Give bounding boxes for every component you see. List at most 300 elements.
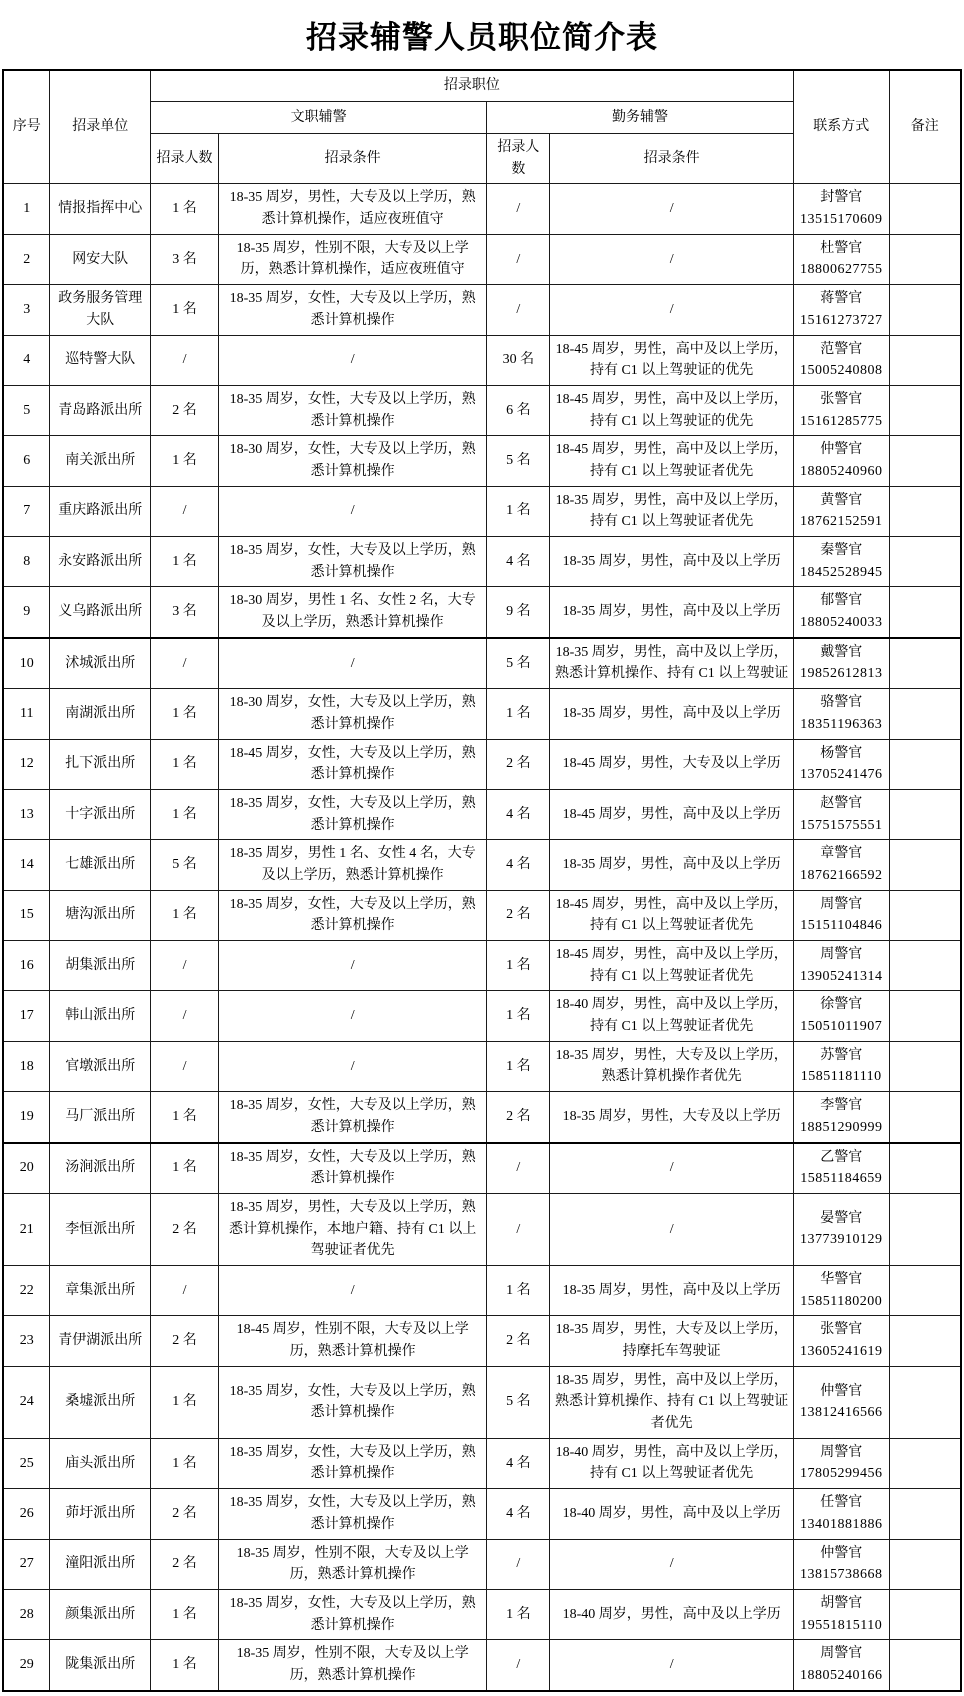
cell-duty-count: 1 名 <box>487 1041 550 1091</box>
contact-name: 胡警官 <box>820 1595 863 1611</box>
contact-phone: 18452528945 <box>799 564 883 580</box>
contact-phone: 18351196363 <box>800 716 883 732</box>
contact-phone: 13705241476 <box>799 767 883 783</box>
cell-contact <box>793 638 889 689</box>
contact-name: 张警官 <box>820 391 863 407</box>
cell-contact <box>793 486 889 536</box>
contact-phone: 15051011907 <box>800 1019 883 1035</box>
cell-duty-count: 1 名 <box>487 486 550 536</box>
table-row <box>3 1539 961 1589</box>
cell-duty-condition: / <box>550 1640 793 1691</box>
contact-name: 范警官 <box>820 341 863 357</box>
cell-unit: 扎下派出所 <box>50 739 151 789</box>
cell-remark <box>889 890 961 940</box>
contact-phone: 15161273727 <box>799 312 883 328</box>
cell-duty-count: 6 名 <box>487 385 550 435</box>
cell-row-number: 5 <box>3 385 50 435</box>
cell-unit: 塘沟派出所 <box>50 890 151 940</box>
cell-civilian-count: / <box>151 1265 219 1315</box>
cell-duty-condition: 18-45 周岁，男性，高中及以上学历，持有 C1 以上驾驶证的优先 <box>550 385 793 435</box>
table-row <box>3 335 961 385</box>
cell-civilian-condition: 18-35 周岁，性别不限，大专及以上学历，熟悉计算机操作 <box>219 1640 487 1691</box>
cell-duty-condition: 18-35 周岁，男性，大专及以上学历，持摩托车驾驶证 <box>550 1316 793 1366</box>
cell-remark <box>889 1193 961 1265</box>
cell-civilian-count: / <box>151 1041 219 1091</box>
contact-name: 蒋警官 <box>820 291 863 307</box>
cell-unit: 网安大队 <box>50 234 151 284</box>
table-row <box>3 890 961 940</box>
cell-row-number: 24 <box>3 1366 50 1438</box>
cell-civilian-count: 2 名 <box>151 1316 219 1366</box>
cell-civilian-count: / <box>151 638 219 689</box>
cell-duty-condition: 18-35 周岁，男性，高中及以上学历，持有 C1 以上驾驶证者优先 <box>550 486 793 536</box>
contact-phone: 15851181110 <box>800 1069 882 1085</box>
cell-duty-condition: 18-40 周岁，男性，高中及以上学历，持有 C1 以上驾驶证者优先 <box>550 991 793 1041</box>
cell-duty-count: / <box>487 285 550 335</box>
cell-civilian-condition: / <box>219 335 487 385</box>
cell-contact <box>793 1539 889 1589</box>
cell-unit: 义乌路派出所 <box>50 587 151 638</box>
cell-civilian-condition: 18-35 周岁，女性，大专及以上学历，熟悉计算机操作 <box>219 537 487 587</box>
contact-phone: 18762152591 <box>799 514 883 530</box>
cell-unit: 南关派出所 <box>50 436 151 486</box>
cell-remark <box>889 840 961 890</box>
table-row <box>3 1265 961 1315</box>
cell-duty-count: 1 名 <box>487 1589 550 1639</box>
table-row <box>3 739 961 789</box>
cell-contact <box>793 890 889 940</box>
cell-row-number: 11 <box>3 689 50 739</box>
cell-duty-count: 2 名 <box>487 1092 550 1143</box>
cell-row-number: 14 <box>3 840 50 890</box>
contact-phone: 13515170609 <box>799 212 883 228</box>
cell-civilian-condition: 18-35 周岁，女性，大专及以上学历，熟悉计算机操作 <box>219 1589 487 1639</box>
cell-civilian-condition: 18-35 周岁，女性，大专及以上学历，熟悉计算机操作 <box>219 1092 487 1143</box>
cell-unit: 政务服务管理大队 <box>50 285 151 335</box>
cell-row-number: 18 <box>3 1041 50 1091</box>
cell-civilian-condition: 18-35 周岁，男性，大专及以上学历，熟悉计算机操作，适应夜班值守 <box>219 184 487 234</box>
cell-row-number: 13 <box>3 789 50 839</box>
cell-civilian-condition: / <box>219 941 487 991</box>
cell-civilian-condition: 18-35 周岁，性别不限，大专及以上学历，熟悉计算机操作 <box>219 1539 487 1589</box>
cell-remark <box>889 537 961 587</box>
contact-phone: 18805240166 <box>799 1667 883 1683</box>
table-body <box>3 184 961 1691</box>
cell-duty-count: 5 名 <box>487 436 550 486</box>
cell-duty-condition: 18-35 周岁，男性，高中及以上学历 <box>550 537 793 587</box>
contact-name: 周警官 <box>820 1646 863 1662</box>
cell-unit: 南湖派出所 <box>50 689 151 739</box>
cell-row-number: 28 <box>3 1589 50 1639</box>
cell-duty-count: 4 名 <box>487 1489 550 1539</box>
cell-unit: 李恒派出所 <box>50 1193 151 1265</box>
contact-name: 赵警官 <box>820 795 863 811</box>
cell-contact <box>793 234 889 284</box>
contact-name: 郁警官 <box>820 593 863 609</box>
header-civilian: 文职辅警 <box>151 102 487 134</box>
cell-row-number: 19 <box>3 1092 50 1143</box>
contact-phone: 18800627755 <box>799 262 883 278</box>
cell-civilian-condition: 18-35 周岁，性别不限，大专及以上学历，熟悉计算机操作，适应夜班值守 <box>219 234 487 284</box>
cell-remark <box>889 1438 961 1488</box>
table-row <box>3 638 961 689</box>
cell-contact <box>793 436 889 486</box>
cell-civilian-condition: 18-35 周岁，女性，大专及以上学历，熟悉计算机操作 <box>219 1143 487 1194</box>
cell-unit: 十字派出所 <box>50 789 151 839</box>
table-row <box>3 486 961 536</box>
contact-name: 任警官 <box>820 1495 863 1511</box>
cell-remark <box>889 1316 961 1366</box>
cell-duty-condition: 18-45 周岁，男性，大专及以上学历 <box>550 739 793 789</box>
cell-unit: 章集派出所 <box>50 1265 151 1315</box>
contact-phone: 15161285775 <box>799 413 883 429</box>
table-row <box>3 385 961 435</box>
cell-civilian-condition: 18-35 周岁，女性，大专及以上学历，熟悉计算机操作 <box>219 285 487 335</box>
cell-remark <box>889 638 961 689</box>
contact-phone: 18762166592 <box>799 867 883 883</box>
contact-phone: 15005240808 <box>799 363 883 379</box>
header-duty-condition: 招录条件 <box>550 134 793 184</box>
cell-duty-condition: / <box>550 1143 793 1194</box>
cell-civilian-count: 1 名 <box>151 789 219 839</box>
cell-unit: 官墩派出所 <box>50 1041 151 1091</box>
cell-duty-condition: / <box>550 1193 793 1265</box>
contact-name: 章警官 <box>820 846 863 862</box>
cell-civilian-condition: 18-35 周岁，男性 1 名、女性 4 名，大专及以上学历，熟悉计算机操作 <box>219 840 487 890</box>
cell-civilian-count: 3 名 <box>151 587 219 638</box>
header-contact: 联系方式 <box>793 70 889 184</box>
header-unit: 招录单位 <box>50 70 151 184</box>
cell-duty-count: 5 名 <box>487 1366 550 1438</box>
cell-duty-count: 1 名 <box>487 991 550 1041</box>
cell-row-number: 7 <box>3 486 50 536</box>
cell-remark <box>889 1589 961 1639</box>
cell-contact <box>793 840 889 890</box>
header-duty-count: 招录人数 <box>487 134 550 184</box>
cell-row-number: 12 <box>3 739 50 789</box>
contact-phone: 18805240033 <box>799 615 883 631</box>
cell-duty-count: 5 名 <box>487 638 550 689</box>
cell-contact <box>793 1041 889 1091</box>
cell-row-number: 10 <box>3 638 50 689</box>
cell-remark <box>889 285 961 335</box>
table-row <box>3 1316 961 1366</box>
cell-contact <box>793 1640 889 1691</box>
cell-civilian-count: 5 名 <box>151 840 219 890</box>
cell-remark <box>889 739 961 789</box>
contact-name: 仲警官 <box>820 442 863 458</box>
cell-civilian-count: 1 名 <box>151 1092 219 1143</box>
contact-name: 骆警官 <box>820 695 863 711</box>
cell-row-number: 9 <box>3 587 50 638</box>
cell-contact <box>793 1366 889 1438</box>
contact-name: 仲警官 <box>820 1545 863 1561</box>
cell-civilian-count: 1 名 <box>151 1143 219 1194</box>
table-row <box>3 689 961 739</box>
cell-civilian-count: 2 名 <box>151 385 219 435</box>
table-row <box>3 840 961 890</box>
cell-duty-condition: 18-35 周岁，男性，大专及以上学历，熟悉计算机操作者优先 <box>550 1041 793 1091</box>
recruitment-table <box>2 69 962 1692</box>
cell-duty-condition: / <box>550 285 793 335</box>
cell-remark <box>889 234 961 284</box>
cell-unit: 马厂派出所 <box>50 1092 151 1143</box>
cell-contact <box>793 1193 889 1265</box>
cell-row-number: 3 <box>3 285 50 335</box>
cell-civilian-count: 1 名 <box>151 890 219 940</box>
cell-row-number: 22 <box>3 1265 50 1315</box>
table-row <box>3 1489 961 1539</box>
cell-row-number: 25 <box>3 1438 50 1488</box>
cell-duty-condition: 18-35 周岁，男性，高中及以上学历 <box>550 689 793 739</box>
cell-duty-condition: 18-35 周岁，男性，高中及以上学历 <box>550 587 793 638</box>
cell-row-number: 17 <box>3 991 50 1041</box>
cell-unit: 胡集派出所 <box>50 941 151 991</box>
header-civilian-condition: 招录条件 <box>219 134 487 184</box>
cell-duty-condition: 18-40 周岁，男性，高中及以上学历，持有 C1 以上驾驶证者优先 <box>550 1438 793 1488</box>
contact-name: 戴警官 <box>820 644 863 660</box>
cell-duty-condition: 18-35 周岁，男性，高中及以上学历，熟悉计算机操作、持有 C1 以上驾驶证者优先 <box>550 1366 793 1438</box>
cell-civilian-count: 1 名 <box>151 1589 219 1639</box>
cell-civilian-count: 1 名 <box>151 1640 219 1691</box>
cell-duty-condition: 18-45 周岁，男性，高中及以上学历，持有 C1 以上驾驶证者优先 <box>550 941 793 991</box>
cell-civilian-count: / <box>151 991 219 1041</box>
cell-duty-condition: / <box>550 234 793 284</box>
cell-contact <box>793 739 889 789</box>
table-row <box>3 587 961 638</box>
cell-contact <box>793 1316 889 1366</box>
contact-phone: 19551815110 <box>800 1617 883 1633</box>
contact-phone: 19852612813 <box>799 666 883 682</box>
contact-name: 杨警官 <box>820 745 863 761</box>
cell-duty-condition: / <box>550 1539 793 1589</box>
header-positions: 招录职位 <box>151 70 794 102</box>
cell-contact <box>793 1438 889 1488</box>
cell-row-number: 23 <box>3 1316 50 1366</box>
cell-civilian-count: 3 名 <box>151 234 219 284</box>
cell-remark <box>889 1265 961 1315</box>
cell-unit: 庙头派出所 <box>50 1438 151 1488</box>
cell-contact <box>793 1265 889 1315</box>
cell-civilian-condition: 18-35 周岁，女性，大专及以上学历，熟悉计算机操作 <box>219 890 487 940</box>
contact-name: 徐警官 <box>820 997 863 1013</box>
header-duty: 勤务辅警 <box>487 102 794 134</box>
table-row <box>3 1193 961 1265</box>
cell-civilian-condition: 18-45 周岁，女性，大专及以上学历，熟悉计算机操作 <box>219 739 487 789</box>
cell-remark <box>889 1489 961 1539</box>
cell-duty-condition: 18-40 周岁，男性，高中及以上学历 <box>550 1489 793 1539</box>
cell-duty-condition: 18-35 周岁，男性，高中及以上学历 <box>550 1265 793 1315</box>
header-no: 序号 <box>3 70 50 184</box>
cell-remark <box>889 184 961 234</box>
cell-civilian-count: / <box>151 941 219 991</box>
cell-civilian-count: 2 名 <box>151 1489 219 1539</box>
contact-phone: 18805240960 <box>799 463 883 479</box>
cell-contact <box>793 537 889 587</box>
cell-remark <box>889 1366 961 1438</box>
contact-name: 周警官 <box>820 896 863 912</box>
contact-name: 杜警官 <box>820 240 863 256</box>
contact-name: 黄警官 <box>820 492 863 508</box>
cell-civilian-count: 1 名 <box>151 436 219 486</box>
cell-remark <box>889 1640 961 1691</box>
cell-duty-count: / <box>487 234 550 284</box>
table-row <box>3 436 961 486</box>
cell-row-number: 21 <box>3 1193 50 1265</box>
contact-phone: 15151104846 <box>800 918 883 934</box>
cell-duty-count: 1 名 <box>487 1265 550 1315</box>
contact-name: 封警官 <box>820 190 863 206</box>
cell-duty-count: / <box>487 1539 550 1589</box>
contact-phone: 15851180200 <box>800 1293 883 1309</box>
cell-civilian-condition: 18-45 周岁，性别不限，大专及以上学历，熟悉计算机操作 <box>219 1316 487 1366</box>
contact-name: 乙警官 <box>820 1149 863 1165</box>
table-row <box>3 285 961 335</box>
cell-civilian-condition: 18-30 周岁，女性，大专及以上学历，熟悉计算机操作 <box>219 689 487 739</box>
contact-name: 苏警官 <box>820 1047 863 1063</box>
cell-duty-condition: 18-45 周岁，男性，高中及以上学历，持有 C1 以上驾驶证的优先 <box>550 335 793 385</box>
cell-contact <box>793 689 889 739</box>
cell-remark <box>889 689 961 739</box>
cell-civilian-count: 1 名 <box>151 739 219 789</box>
cell-remark <box>889 1143 961 1194</box>
cell-row-number: 2 <box>3 234 50 284</box>
cell-civilian-condition: / <box>219 1041 487 1091</box>
table-row <box>3 991 961 1041</box>
cell-duty-count: 30 名 <box>487 335 550 385</box>
cell-civilian-count: 1 名 <box>151 1366 219 1438</box>
cell-duty-count: 4 名 <box>487 1438 550 1488</box>
table-row <box>3 1589 961 1639</box>
cell-row-number: 16 <box>3 941 50 991</box>
cell-duty-count: 2 名 <box>487 890 550 940</box>
cell-unit: 七雄派出所 <box>50 840 151 890</box>
cell-row-number: 1 <box>3 184 50 234</box>
cell-unit: 情报指挥中心 <box>50 184 151 234</box>
contact-name: 李警官 <box>820 1098 863 1114</box>
table-row <box>3 1366 961 1438</box>
contact-name: 周警官 <box>820 947 863 962</box>
cell-row-number: 29 <box>3 1640 50 1691</box>
cell-contact <box>793 1489 889 1539</box>
cell-remark <box>889 789 961 839</box>
cell-civilian-count: 2 名 <box>151 1193 219 1265</box>
cell-civilian-count: 1 名 <box>151 537 219 587</box>
cell-unit: 韩山派出所 <box>50 991 151 1041</box>
cell-civilian-condition: 18-30 周岁，男性 1 名、女性 2 名，大专及以上学历，熟悉计算机操作 <box>219 587 487 638</box>
cell-remark <box>889 385 961 435</box>
cell-row-number: 15 <box>3 890 50 940</box>
cell-civilian-condition: 18-35 周岁，女性，大专及以上学历，熟悉计算机操作 <box>219 1366 487 1438</box>
cell-civilian-condition: 18-35 周岁，女性，大专及以上学历，熟悉计算机操作 <box>219 1438 487 1488</box>
cell-duty-count: / <box>487 184 550 234</box>
page-title: 招录辅警人员职位简介表 <box>306 20 658 56</box>
cell-duty-count: 2 名 <box>487 739 550 789</box>
cell-unit: 巡特警大队 <box>50 335 151 385</box>
cell-duty-condition: 18-45 周岁，男性，高中及以上学历，持有 C1 以上驾驶证者优先 <box>550 890 793 940</box>
cell-unit: 青伊湖派出所 <box>50 1316 151 1366</box>
cell-civilian-condition: 18-35 周岁，女性，大专及以上学历，熟悉计算机操作 <box>219 1489 487 1539</box>
cell-duty-count: / <box>487 1193 550 1265</box>
cell-duty-count: / <box>487 1143 550 1194</box>
cell-duty-condition: 18-35 周岁，男性，高中及以上学历，熟悉计算机操作、持有 C1 以上驾驶证 <box>550 638 793 689</box>
cell-row-number: 8 <box>3 537 50 587</box>
cell-unit: 汤涧派出所 <box>50 1143 151 1194</box>
table-row <box>3 537 961 587</box>
cell-civilian-count: / <box>151 335 219 385</box>
contact-phone: 13815738668 <box>799 1567 883 1583</box>
cell-unit: 桑墟派出所 <box>50 1366 151 1438</box>
cell-civilian-condition: / <box>219 638 487 689</box>
table-row <box>3 1041 961 1091</box>
cell-civilian-condition: / <box>219 1265 487 1315</box>
cell-row-number: 6 <box>3 436 50 486</box>
cell-contact <box>793 587 889 638</box>
cell-contact <box>793 335 889 385</box>
contact-phone: 13812416566 <box>799 1405 883 1421</box>
cell-duty-count: / <box>487 1640 550 1691</box>
contact-phone: 13905241314 <box>799 968 883 984</box>
contact-phone: 13401881886 <box>799 1516 883 1532</box>
contact-name: 仲警官 <box>820 1383 863 1399</box>
cell-duty-count: 1 名 <box>487 941 550 991</box>
table-row <box>3 789 961 839</box>
table-row <box>3 1143 961 1194</box>
contact-phone: 15851184659 <box>800 1171 883 1187</box>
table-row <box>3 1438 961 1488</box>
cell-contact <box>793 1092 889 1143</box>
cell-civilian-condition: / <box>219 486 487 536</box>
contact-name: 华警官 <box>820 1271 863 1287</box>
cell-civilian-condition: 18-30 周岁，女性，大专及以上学历，熟悉计算机操作 <box>219 436 487 486</box>
cell-duty-count: 4 名 <box>487 789 550 839</box>
table-row <box>3 1640 961 1691</box>
cell-contact <box>793 1143 889 1194</box>
cell-civilian-count: / <box>151 486 219 536</box>
cell-civilian-count: 1 名 <box>151 184 219 234</box>
cell-remark <box>889 335 961 385</box>
cell-civilian-condition: / <box>219 991 487 1041</box>
cell-unit: 沭城派出所 <box>50 638 151 689</box>
cell-contact <box>793 385 889 435</box>
table-header <box>3 70 961 184</box>
cell-contact <box>793 1589 889 1639</box>
cell-unit: 茆圩派出所 <box>50 1489 151 1539</box>
cell-row-number: 20 <box>3 1143 50 1194</box>
cell-civilian-count: 1 名 <box>151 689 219 739</box>
cell-row-number: 4 <box>3 335 50 385</box>
cell-duty-condition: 18-45 周岁，男性，高中及以上学历 <box>550 789 793 839</box>
cell-unit: 重庆路派出所 <box>50 486 151 536</box>
table-row <box>3 941 961 991</box>
contact-phone: 13773910129 <box>799 1232 883 1248</box>
cell-duty-condition: 18-35 周岁，男性，高中及以上学历 <box>550 840 793 890</box>
cell-duty-count: 1 名 <box>487 689 550 739</box>
cell-civilian-condition: 18-35 周岁，女性，大专及以上学历，熟悉计算机操作 <box>219 789 487 839</box>
cell-civilian-condition: 18-35 周岁，男性，大专及以上学历，熟悉计算机操作，本地户籍、持有 C1 以上驾驶证者优先 <box>219 1193 487 1265</box>
cell-remark <box>889 486 961 536</box>
table-row <box>3 1092 961 1143</box>
contact-phone: 17805299456 <box>799 1466 883 1482</box>
cell-duty-condition: / <box>550 184 793 234</box>
cell-duty-count: 4 名 <box>487 840 550 890</box>
cell-duty-count: 4 名 <box>487 537 550 587</box>
cell-duty-condition: 18-40 周岁，男性，高中及以上学历 <box>550 1589 793 1639</box>
contact-phone: 18851290999 <box>799 1119 883 1135</box>
cell-duty-count: 2 名 <box>487 1316 550 1366</box>
cell-remark <box>889 1539 961 1589</box>
cell-civilian-count: 1 名 <box>151 285 219 335</box>
